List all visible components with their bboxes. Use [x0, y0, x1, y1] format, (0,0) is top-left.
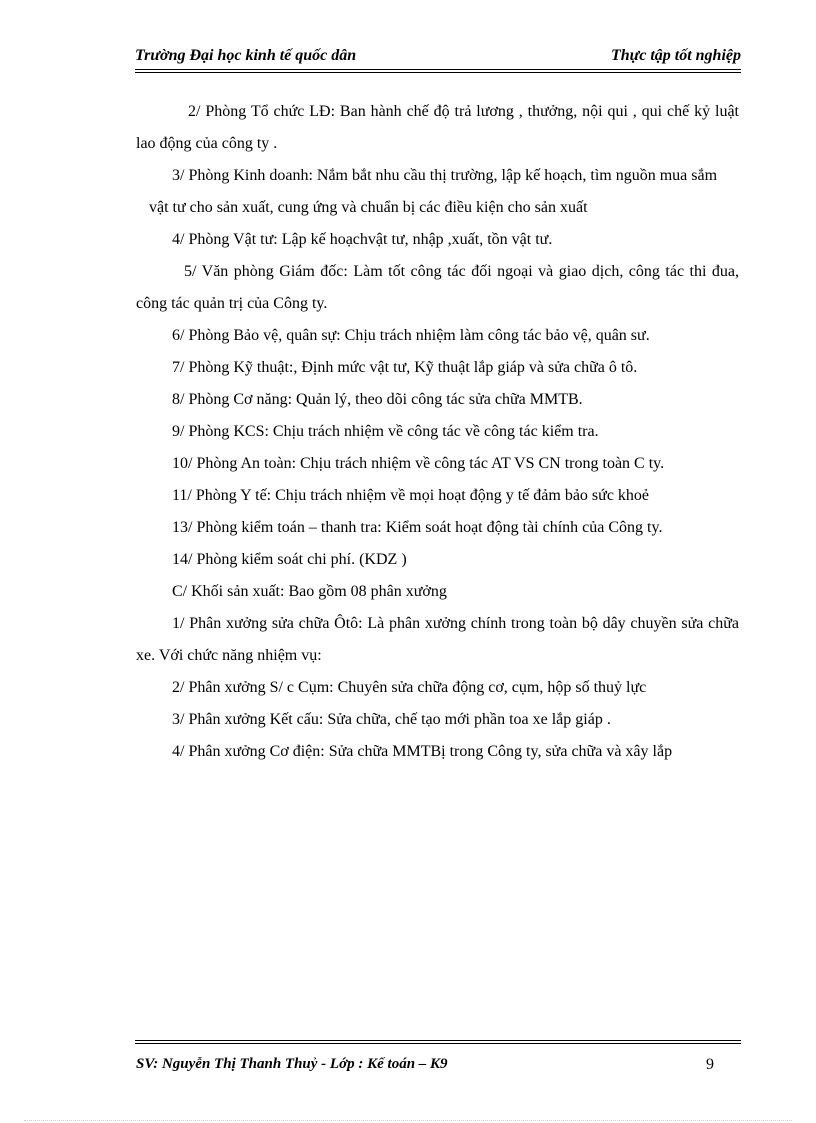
paragraph-phong-an-toan: 10/ Phòng An toàn: Chịu trách nhiệm về công tác AT VS CN trong toàn C ty.: [172, 455, 665, 472]
paragraph-phong-co-nang: 8/ Phòng Cơ năng: Quản lý, theo dõi công tác sửa chữa MMTB.: [172, 391, 583, 408]
paragraph-px-ket-cau: 3/ Phân xưởng Kết cấu: Sửa chữa, chế tạo mới phần toa xe lắp giáp .: [172, 711, 611, 728]
paragraph-phong-vat-tu: 4/ Phòng Vật tư: Lập kế hoạchvật tư, nhập ,xuất, tồn vật tư.: [172, 231, 553, 248]
paragraph-phong-kcs: 9/ Phòng KCS: Chịu trách nhiệm về công tác về công tác kiểm tra.: [172, 423, 599, 440]
header-rule: [135, 69, 741, 70]
paragraph-px-cum: 2/ Phân xưởng S/ c Cụm: Chuyên sửa chữa động cơ, cụm, hộp số thuỷ lực: [172, 679, 647, 696]
paragraph-phong-y-te: 11/ Phòng Y tế: Chịu trách nhiệm về mọi hoạt động y tế đảm bảo sức khoẻ: [172, 487, 650, 504]
paragraph-px-sua-chua-oto: 1/ Phân xưởng sửa chữa Ôtô: Là phân xưởng chính trong toàn bộ dây chuyền sửa chữa xe. Với chức năng nhiệm vụ:: [136, 615, 739, 664]
header-school-name: Trường Đại học kinh tế quốc dân: [135, 47, 357, 64]
paragraph-phong-kiem-toan: 13/ Phòng kiểm toán – thanh tra: Kiểm soát hoạt động tài chính của Công ty.: [172, 519, 663, 536]
footer-rule-double: [135, 1043, 741, 1044]
page-number: 9: [706, 1056, 714, 1073]
paragraph-van-phong-giam-doc: 5/ Văn phòng Giám đốc: Làm tốt công tác đối ngoại và giao dịch, công tác thi đua, công tác quản trị của Công ty.: [136, 263, 739, 312]
footer-rule: [135, 1040, 741, 1041]
header-rule-double: [135, 72, 741, 73]
paragraph-khoi-san-xuat: C/ Khối sản xuất: Bao gồm 08 phân xưởng: [172, 583, 447, 600]
paragraph-phong-ky-thuat: 7/ Phòng Kỹ thuật:, Định mức vật tư, Kỹ thuật lắp giáp và sửa chữa ô tô.: [172, 359, 638, 376]
footer-student-info: SV: Nguyễn Thị Thanh Thuỷ - Lớp : Kế toán – K9: [136, 1056, 448, 1072]
paragraph-px-co-dien: 4/ Phân xưởng Cơ điện: Sửa chữa MMTBị trong Công ty, sửa chữa và xây lắp: [172, 743, 673, 760]
header-report-title: Thực tập tốt nghiệp: [610, 47, 741, 64]
paragraph-phong-to-chuc: 2/ Phòng Tổ chức LĐ: Ban hành chế độ trả lương , thưởng, nội qui , qui chế kỷ luật lao động của công ty .: [136, 103, 739, 152]
page-bottom-edge: [24, 1120, 792, 1121]
paragraph-phong-bao-ve: 6/ Phòng Bảo vệ, quân sự: Chịu trách nhiệm làm công tác bảo vệ, quân sư.: [172, 327, 650, 344]
paragraph-vat-tu-continuation: vật tư cho sản xuất, cung ứng và chuẩn bị các điều kiện cho sản xuất: [149, 199, 588, 216]
paragraph-phong-kiem-soat-chi-phi: 14/ Phòng kiểm soát chi phí. (KDZ ): [172, 551, 407, 568]
page-header: [135, 45, 741, 69]
paragraph-phong-kinh-doanh: 3/ Phòng Kinh doanh: Nắm bắt nhu cầu thị trường, lập kế hoạch, tìm nguồn mua sắm: [172, 167, 718, 184]
document-body: [136, 96, 739, 768]
